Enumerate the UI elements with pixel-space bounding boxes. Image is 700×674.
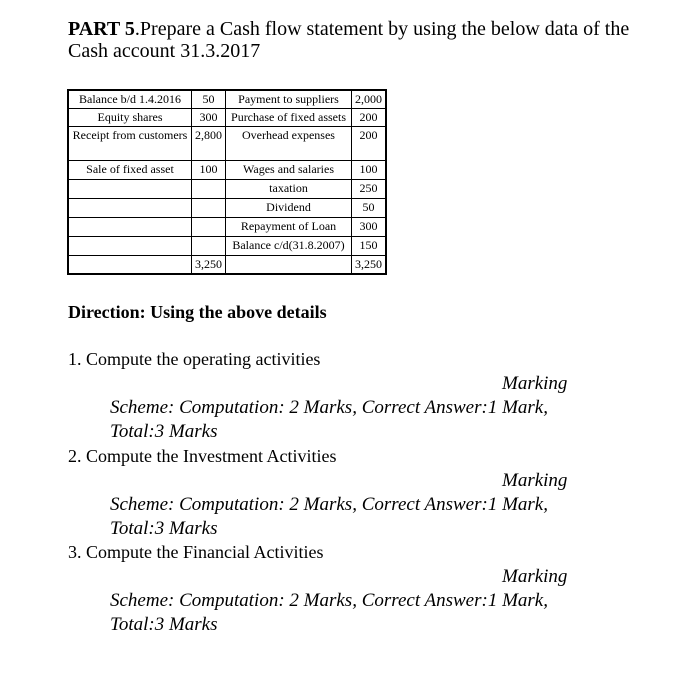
table-total-row (68, 256, 386, 275)
table-row (68, 161, 386, 180)
cr-amount: 250 (352, 180, 387, 199)
dr-item: Receipt from customers (68, 127, 192, 161)
table-row (68, 109, 386, 127)
cr-item: Balance c/d(31.8.2007) (226, 237, 352, 256)
cr-item: Overhead expenses (226, 127, 352, 161)
cash-account-table (67, 89, 387, 275)
cr-item: Wages and salaries (226, 161, 352, 180)
marking-total-1: Total:3 Marks (110, 421, 218, 442)
question-3: 3. Compute the Financial Activities (68, 542, 324, 562)
cr-amount: 100 (352, 161, 387, 180)
table-row (68, 218, 386, 237)
table-row (68, 127, 386, 161)
dr-amount: 100 (192, 161, 226, 180)
dr-item (68, 180, 192, 199)
total-cr: 3,250 (352, 256, 387, 275)
cr-item: Repayment of Loan (226, 218, 352, 237)
cr-item: Dividend (226, 199, 352, 218)
question-1: 1. Compute the operating activities (68, 349, 321, 369)
heading-text: .Prepare a Cash flow statement by using the below data of the Cash account 31.3.2017 (68, 18, 630, 62)
marking-label-3: Marking (502, 566, 568, 587)
marking-scheme-1: Scheme: Computation: 2 Marks, Correct Answer:1 Mark, (110, 397, 548, 418)
table-row (68, 237, 386, 256)
cr-amount: 150 (352, 237, 387, 256)
marking-scheme-2: Scheme: Computation: 2 Marks, Correct Answer:1 Mark, (110, 494, 548, 515)
dr-item (68, 256, 192, 275)
dr-amount (192, 237, 226, 256)
marking-scheme-3: Scheme: Computation: 2 Marks, Correct Answer:1 Mark, (110, 590, 548, 611)
cr-item: Purchase of fixed assets (226, 109, 352, 127)
dr-item (68, 218, 192, 237)
cr-item: taxation (226, 180, 352, 199)
dr-item (68, 237, 192, 256)
cr-amount: 300 (352, 218, 387, 237)
dr-item: Balance b/d 1.4.2016 (68, 90, 192, 109)
dr-amount (192, 218, 226, 237)
cr-amount: 2,000 (352, 90, 387, 109)
marking-total-3: Total:3 Marks (110, 614, 218, 635)
dr-amount (192, 180, 226, 199)
dr-amount: 2,800 (192, 127, 226, 161)
dr-item (68, 199, 192, 218)
table-row (68, 180, 386, 199)
direction-text: Direction: Using the above details (68, 302, 327, 322)
page-heading (68, 18, 668, 62)
total-dr: 3,250 (192, 256, 226, 275)
cr-amount: 50 (352, 199, 387, 218)
dr-item: Equity shares (68, 109, 192, 127)
cr-item: Payment to suppliers (226, 90, 352, 109)
part-label: PART 5 (68, 18, 135, 40)
dr-item: Sale of fixed asset (68, 161, 192, 180)
cr-item (226, 256, 352, 275)
dr-amount: 50 (192, 90, 226, 109)
question-2: 2. Compute the Investment Activities (68, 446, 337, 466)
marking-total-2: Total:3 Marks (110, 518, 218, 539)
cr-amount: 200 (352, 109, 387, 127)
marking-label-1: Marking (502, 373, 568, 394)
table-row (68, 90, 386, 109)
cr-amount: 200 (352, 127, 387, 161)
dr-amount: 300 (192, 109, 226, 127)
marking-label-2: Marking (502, 470, 568, 491)
table-row (68, 199, 386, 218)
dr-amount (192, 199, 226, 218)
